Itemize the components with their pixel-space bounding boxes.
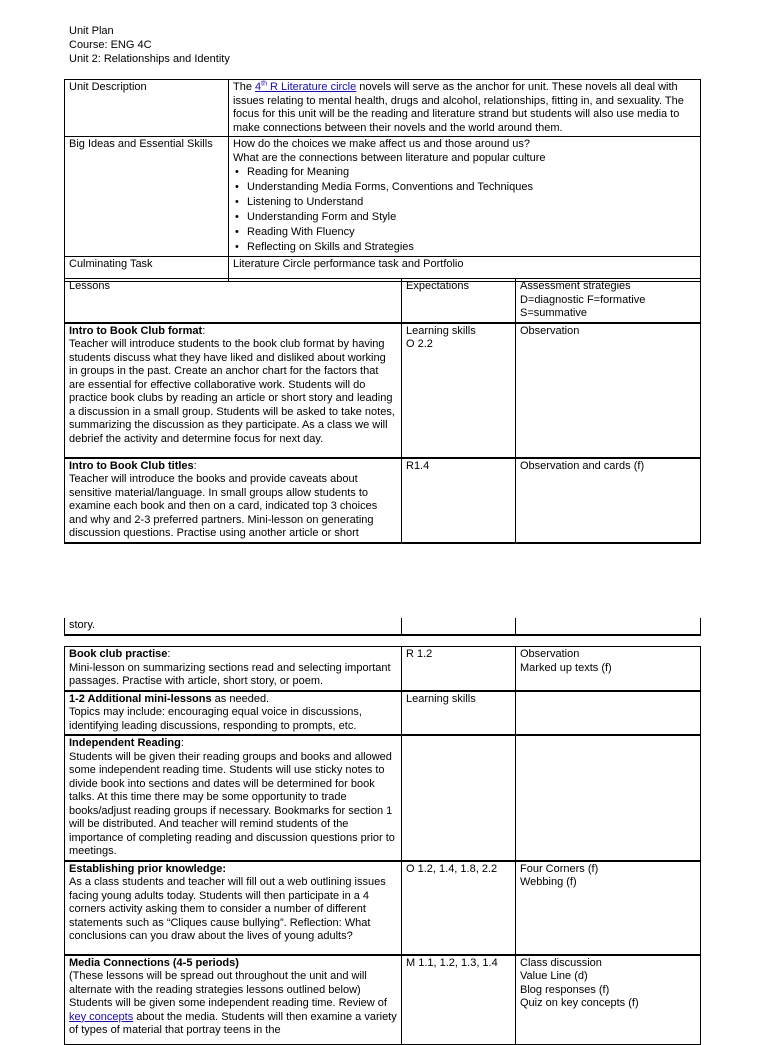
assessment-header-key-2: S=summative xyxy=(520,307,587,319)
assessment-cell: Observation Marked up texts (f) xyxy=(516,647,701,691)
skill-item: • Understanding Form and Style xyxy=(247,210,696,225)
lesson-cell: Intro to Book Club titles: Teacher will introduce the books and provide caveats about sensitive material/language. In small groups allow students to examine each book and then on a card, indicated top 3 choices and why and 2-3 preferred partners. Mini-lesson on generating discussion questions. Practise using another article or short xyxy=(65,458,402,543)
continued-expectation-cell xyxy=(402,618,516,635)
assessment-cell: Four Corners (f) Webbing (f) xyxy=(516,861,701,955)
document-header xyxy=(69,25,230,67)
lesson-title: 1-2 Additional mini-lessons xyxy=(69,692,212,705)
continued-lesson-text: story. xyxy=(65,618,402,635)
skill-item: • Understanding Media Forms, Conventions and Techniques xyxy=(247,180,696,195)
lesson-cell: Intro to Book Club format: Teacher will introduce students to the book club format by having students discuss what they have liked and disliked about working in groups in the past. Create an anchor chart for the factors that are essential for effective collaborative work. Students will do practice book clubs by reading an article or short story and leading a discussion in a small group. Students will be asked to take notes, summarizing the discussion as they participate. As a class we will debrief the activity and determine focus for next day. xyxy=(65,323,402,458)
expectation-cell: O 1.2, 1.4, 1.8, 2.2 xyxy=(402,861,516,955)
assessment-header-title: Assessment strategies xyxy=(520,280,631,292)
skill-item: • Reflecting on Skills and Strategies xyxy=(247,240,696,255)
expectation-cell: R1.4 xyxy=(402,458,516,543)
lesson-cell xyxy=(65,861,402,955)
culminating-task-label: Culminating Task xyxy=(65,257,229,282)
assessment-cell: Observation xyxy=(516,323,701,458)
header-line-unit-plan: Unit Plan xyxy=(69,25,114,37)
lesson-title: Media Connections (4-5 periods) xyxy=(69,956,239,969)
assessment-cell: Observation and cards (f) xyxy=(516,458,701,543)
lesson-title: Intro to Book Club format xyxy=(69,324,203,337)
unit-table xyxy=(64,79,701,282)
skill-item: • Listening to Understand xyxy=(247,195,696,210)
assessment-cell xyxy=(516,691,701,736)
lesson-cell: Independent Reading: Students will be given their reading groups and books and allowed some independent reading time. Students will use sticky notes to divide book into sections and dates will be determined for book talks. At this time there may be some opportunity to trade books/adjust reading groups if necessary. Bookmarks for section 1 will be distributed. And teacher will remind students of the importance of completing reading and discussion questions prior to meetings. xyxy=(65,735,402,861)
expectation-cell: Learning skills xyxy=(402,691,516,736)
big-ideas-content xyxy=(229,137,701,257)
lesson-body: As a class students and teacher will fill out a web outlining issues facing young adults today. Students will then participate in a 4 corners activity asking them to consider a number of different statements such as “Cliques cause bullying”. Reflection: What conclusions can you draw about the lives of young adults? xyxy=(69,876,386,942)
lesson-title: Book club practise xyxy=(69,648,168,660)
assessment-header xyxy=(516,279,701,323)
continued-table xyxy=(64,618,701,636)
assessment-header-key-1: D=diagnostic F=formative xyxy=(520,293,646,306)
unit-description-label: Unit Description xyxy=(65,80,229,137)
lesson-cell: 1-2 Additional mini-lessons as needed. Topics may include: encouraging equal voice in discussions, identifying leading discussions, responding to prompts, etc. xyxy=(65,691,402,736)
lesson-body: Mini-lesson on summarizing sections read and selecting important passages. Practise with article, short story, or poem. xyxy=(69,661,391,687)
lesson-cell: Book club practise: Mini-lesson on summarizing sections read and selecting important passages. Practise with article, short story, or poem. xyxy=(65,647,402,691)
lesson-title: Intro to Book Club titles xyxy=(69,459,194,472)
continued-assessment-cell xyxy=(516,618,701,635)
assessment-cell: Class discussion Value Line (d) Blog responses (f) Quiz on key concepts (f) xyxy=(516,955,701,1045)
expectation-cell: M 1.1, 1.2, 1.3, 1.4 xyxy=(402,955,516,1045)
header-line-unit: Unit 2: Relationships and Identity xyxy=(69,53,230,65)
lessons-table-page2 xyxy=(64,646,701,1045)
lesson-body: Teacher will introduce the books and provide caveats about sensitive material/language. In small groups allow students to examine each book and then on a card, indicated top 3 choices and why and 2-3 preferred partners. Mini-lesson on generating discussion questions. Practise using another article or short xyxy=(69,473,378,539)
lesson-body: (These lessons will be spread out throughout the unit and will alternate with the reading strategies lessons outlined below) Students will be given some independent reading time. Review of key concepts about the media. Students will then examine a variety of types of material that portray teens in the xyxy=(69,970,397,1036)
key-concepts-link[interactable]: key concepts xyxy=(69,1010,134,1023)
lesson-cell xyxy=(65,955,402,1045)
big-ideas-label: Big Ideas and Essential Skills xyxy=(65,137,229,257)
literature-circle-link[interactable]: 4th R Literature circle xyxy=(255,80,357,93)
assessment-cell xyxy=(516,735,701,861)
big-idea-question-2: What are the connections between literature and popular culture xyxy=(233,151,546,164)
lesson-body: Students will be given their reading groups and books and allowed some independent reading time. Students will use sticky notes to divide book into sections and dates will be determined for book talks. At this time there may be some opportunity to trade books/adjust reading groups if necessary. Bookmarks for section 1 will be distributed. And teacher will remind students of the importance of completing reading and discussion questions prior to meetings. xyxy=(69,750,395,857)
expectation-cell: Learning skills O 2.2 xyxy=(402,323,516,458)
lessons-header: Lessons xyxy=(65,279,402,323)
unit-description-text: The 4th R Literature circle novels will serve as the anchor for unit. These novels all deal with issues relating to mental health, drugs and alcohol, relationships, fitting in, and sexuality. The focus for this unit will be the reading and literature strand but students will also use media to make connections between their novels and the world around them. xyxy=(229,80,701,137)
lesson-body: Topics may include: encouraging equal voice in discussions, identifying leading discussions, responding to prompts, etc. xyxy=(69,706,362,732)
lessons-table-page1 xyxy=(64,278,701,544)
essential-skills-list xyxy=(233,165,696,255)
lesson-body: Teacher will introduce students to the book club format by having students discuss what they have liked and disliked about working in groups in the past. Create an anchor chart for the factors that are essential for effective collaborative work. Students will do practice book clubs by reading an article or short story and leading a discussion in a small group. Students will be asked to take notes, summarizing the discussion as they participate. As a class we will debrief the activity and determine focus for next day. xyxy=(69,338,395,445)
expectation-cell: R 1.2 xyxy=(402,647,516,691)
lesson-title: Establishing prior knowledge: xyxy=(69,862,227,875)
skill-item: • Reading for Meaning xyxy=(247,165,696,180)
header-line-course: Course: ENG 4C xyxy=(69,39,152,51)
culminating-task-text: Literature Circle performance task and Portfolio xyxy=(229,257,701,282)
big-idea-question-1: How do the choices we make affect us and those around us? xyxy=(233,138,530,150)
lesson-title: Independent Reading xyxy=(69,737,181,749)
expectation-cell xyxy=(402,735,516,861)
skill-item: • Reading With Fluency xyxy=(247,225,696,240)
expectations-header: Expectations xyxy=(402,279,516,323)
